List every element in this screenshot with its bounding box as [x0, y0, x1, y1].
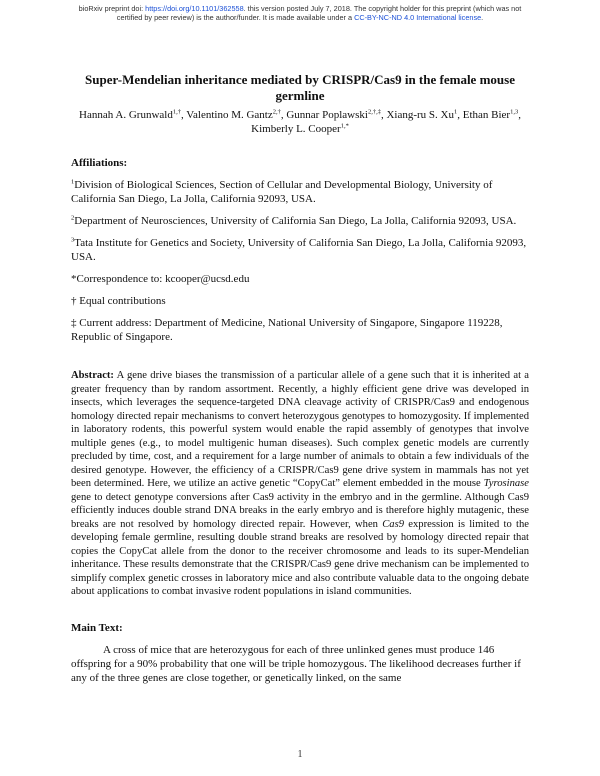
author: Ethan Bier$^{1,3}$, — [462, 108, 521, 121]
abstract-label: Abstract: — [71, 370, 114, 381]
affiliation-3: $^3$Tata Institute for Genetics and Society, University of California San Diego, La Jolla, California 92093, USA. — [71, 236, 527, 263]
paper-title: Super-Mendelian inheritance mediated by CRISPR/Cas9 in the female mouse germline — [85, 72, 515, 103]
correspondence-note: *Correspondence to: kcooper@ucsd.edu — [71, 273, 250, 285]
author: Gunnar Poplawski$^{2,\dagger,\ddagger}$, — [286, 108, 387, 121]
equal-contribution-note: † Equal contributions — [71, 295, 166, 307]
doi-link[interactable]: https://doi.org/10.1101/362558 — [145, 4, 244, 13]
preprint-banner — [0, 4, 600, 22]
affiliation-2: $^2$Department of Neurosciences, University of California San Diego, La Jolla, California 92093, USA. — [71, 214, 517, 227]
paper-page — [71, 72, 529, 685]
current-address-note: ‡ Current address: Department of Medicine, National University of Singapore, Singapore 119228, Republic of Singapore. — [71, 317, 503, 343]
author: Valentino M. Gantz$^{2,\dagger}$, — [186, 108, 287, 121]
author-list — [71, 108, 529, 136]
banner-line-1: bioRxiv preprint doi: https://doi.org/10.1101/362558. this version posted July 7, 2018. The copyright holder for this preprint (which was not — [78, 4, 522, 13]
main-text-heading: Main Text: — [71, 621, 123, 634]
banner-line-2: certified by peer review) is the author/funder. It is made available under a CC-BY-NC-ND 4.0 International license. — [116, 13, 484, 22]
license-link[interactable]: CC-BY-NC-ND 4.0 International license — [354, 13, 482, 22]
affiliation-1: $^1$Division of Biological Sciences, Section of Cellular and Developmental Biology, University of California San Diego, La Jolla, California 92093, USA. — [71, 178, 493, 205]
abstract: Abstract: A gene drive biases the transmission of a particular allele of a gene such that it is inherited at a greater frequency than by random assortment. Recently, a highly efficient gene drive was developed in insects, which leverages the sequence-targeted DNA cleavage activity of CRISPR/Cas9 and endogenous homology directed repair mechanisms to convert heterozygous genotypes to homozygosity. If implemented in laboratory rodents, this powerful system would enable the rapid assembly of genotypes that involve multiple genes (e.g., to model multigenic human diseases). Such complex genetic models are currently precluded by time, cost, and a requirement for a large number of animals to obtain a few individuals of the desired genotype. However, the efficiency of a CRISPR/Cas9 gene drive system in mammals has not yet been determined. Here, we utilize an active genetic “CopyCat” element embedded in the mouse Tyrosinase gene to detect genotype conversions after Cas9 activity in the embryo and in the germline. Although Cas9 efficiently induces double strand DNA breaks in the early embryo and is therefore highly mutagenic, these breaks are not resolved by homology directed repair. However, when Cas9 expression is limited to the developing female germline, resulting double strand breaks are resolved by homology directed repair that copies the CopyCat allele from the donor to the receiver chromosome and leads to its super-Mendelian inheritance. These results demonstrate that the CRISPR/Cas9 gene drive mechanism can be implemented to simplify complex genetic crosses in laboratory mice and also contribute valuable data to the ongoing debate about applications to combat invasive rodent populations in island communities. — [71, 370, 529, 597]
main-text-paragraph: A cross of mice that are heterozygous for each of three unlinked genes must produce 146 offspring for a 90% probability that one will be triple homozygous. The likelihood decreases further if any of the three genes are close together, or genetically linked, on the same — [71, 643, 521, 684]
affiliations-heading: Affiliations: — [71, 157, 128, 169]
author: Kimberly L. Cooper$^{1,*}$ — [251, 122, 349, 135]
author: Xiang-ru S. Xu$^1$, — [386, 108, 463, 121]
page-number: 1 — [297, 749, 303, 760]
author: Hannah A. Grunwald$^{1,\dagger}$, — [79, 108, 187, 121]
